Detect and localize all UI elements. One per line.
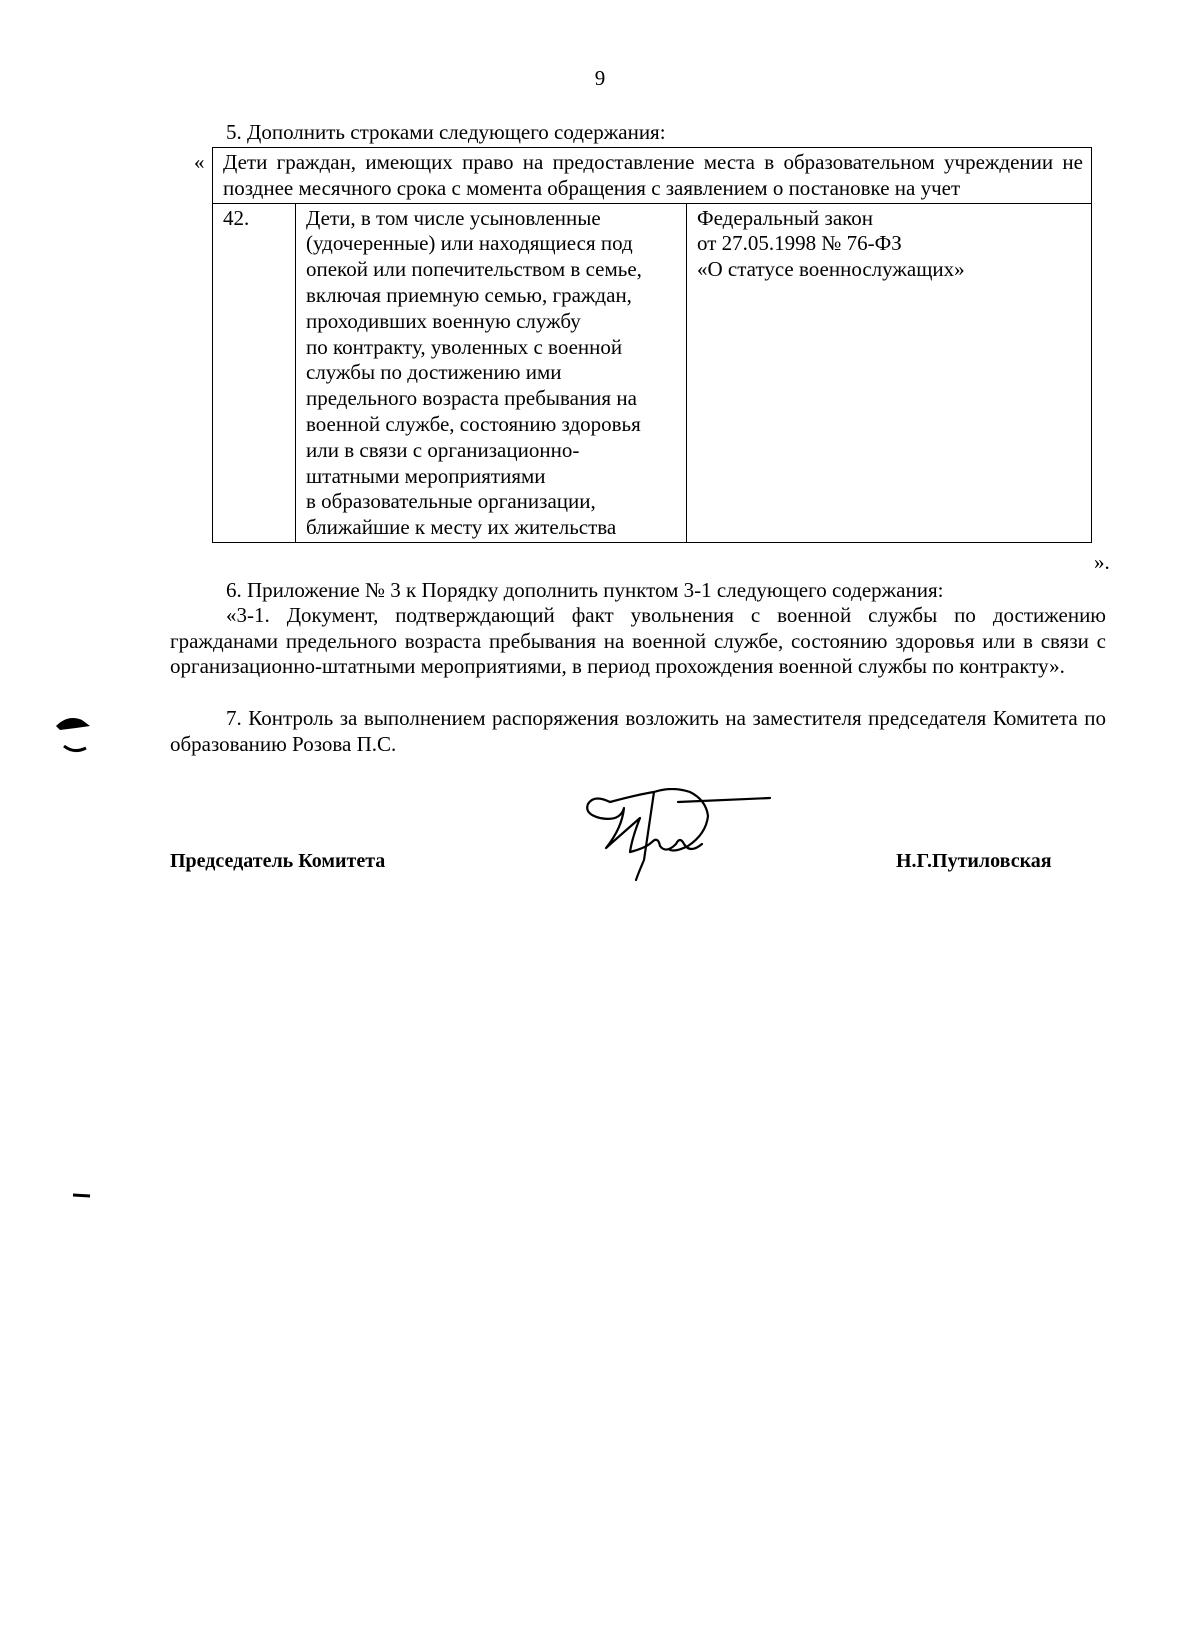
basis-line: от 27.05.1998 № 76-ФЗ [697,231,902,256]
basis-line: Федеральный закон [697,205,874,230]
category-line: службы по достижению ими [306,360,562,385]
scan-artifact-mark [72,1192,92,1200]
table-header-row [213,148,1092,204]
category-line: или в связи с организационно- [306,437,580,462]
category-line: военной службе, состоянию здоровья [306,411,641,436]
item-6-quote: «3-1. Документ, подтверждающий факт увольнения с военной службы по достижению гражданами предельного возраста пребывания на военной службе, состоянию здоровья или в связи с организационно-штатными мероприятиями, в период прохождения военной службы по контракту». [170,603,1106,678]
amendment-table [212,147,1092,543]
item-7-text: 7. Контроль за выполнением распоряжения возложить на заместителя председателя Комитета по образованию Розова П.С. [170,706,1106,756]
category-line: по контракту, уволенных с военной [306,334,623,359]
handwritten-signature [580,788,800,888]
table-open-quote: « [194,150,205,174]
row-number-cell: 42. [213,203,296,542]
category-line: Дети, в том числе усыновленные [306,205,601,230]
item-5-text: 5. Дополнить строками следующего содержания: [226,120,666,144]
category-line: (удочеренные) или находящиеся под [306,231,633,256]
signatory-title: Председатель Комитета [170,850,386,872]
category-line: ближайшие к месту их жительства [306,515,617,540]
legal-basis-cell [687,203,1092,542]
table-close-quote: ». [1094,550,1110,574]
page-number: 9 [594,66,606,90]
category-line: включая приемную семью, граждан, [306,282,632,307]
category-line: опекой или попечительством в семье, [306,257,642,282]
punch-hole-mark [52,712,94,758]
category-line: в образовательные организации, [306,489,596,514]
category-cell [296,203,687,542]
signatory-name: Н.Г.Путиловская [896,850,1052,872]
table-row [213,203,1092,542]
basis-line: «О статусе военнослужащих» [697,257,965,282]
table-header-cell: Дети граждан, имеющих право на предоставление места в образовательном учреждении не позднее месячного срока с момента обращения с заявлением о постановке на учет [213,148,1092,204]
category-line: проходивших военную службу [306,308,581,333]
category-line: штатными мероприятиями [306,463,546,488]
item-6-text: 6. Приложение № 3 к Порядку дополнить пунктом 3-1 следующего содержания: [226,578,944,602]
category-line: предельного возраста пребывания на [306,386,637,411]
